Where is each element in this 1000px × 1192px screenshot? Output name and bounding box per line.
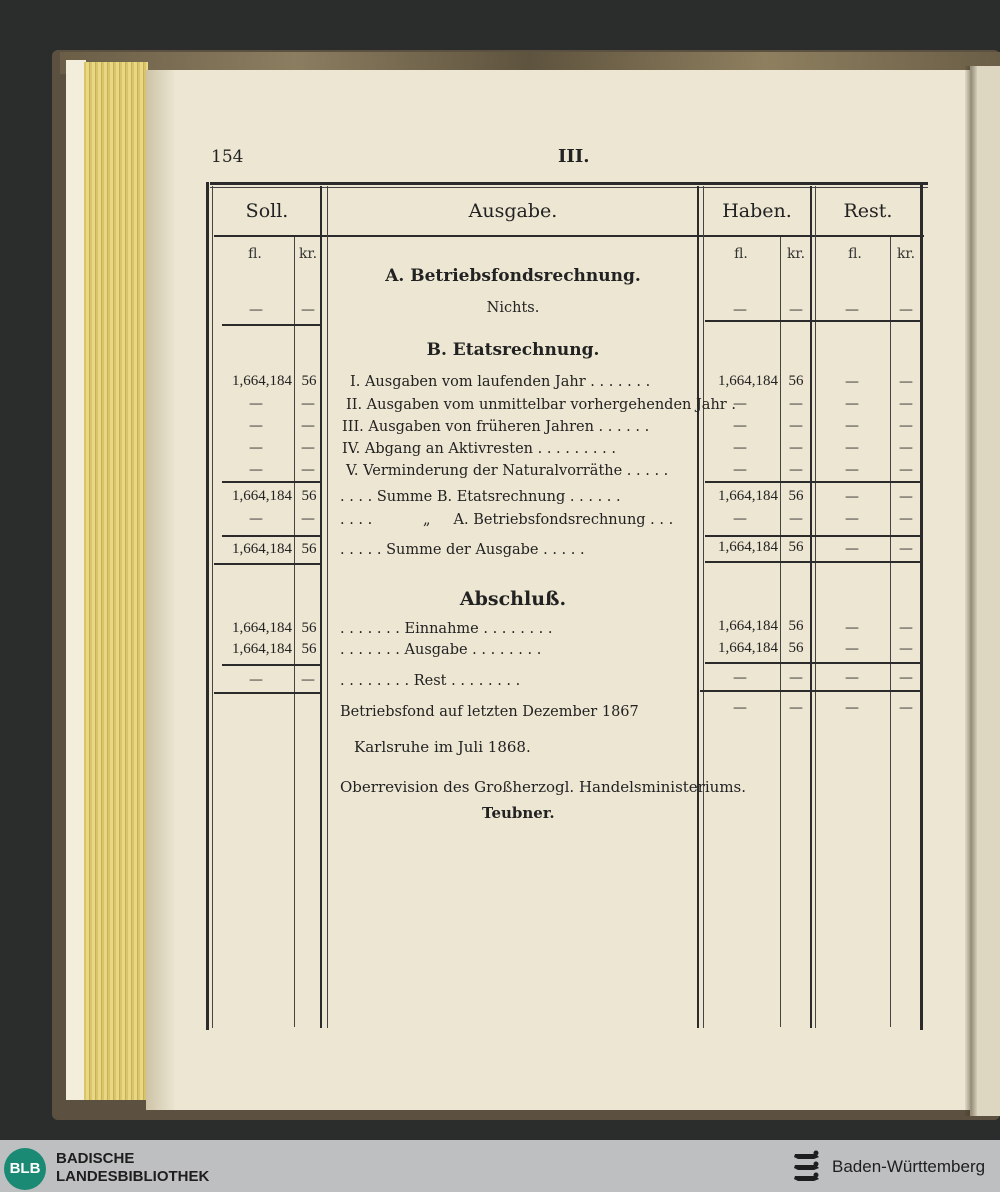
table-top-rule — [210, 182, 928, 185]
b3-text: III. Ausgaben von früheren Jahren . . . . . . — [342, 419, 650, 435]
b3-soll-fl: — — [249, 418, 263, 434]
sum-a-rest-kr: — — [899, 511, 913, 527]
sum-total-soll-kr: 56 — [301, 541, 317, 557]
rest-soll-double-rule — [214, 692, 320, 694]
betriebsfond-rest-kr: — — [899, 700, 913, 716]
b1-soll-fl: 1,664,184 — [232, 373, 292, 389]
b5-rest-kr: — — [899, 462, 913, 478]
haben-kr-rule — [780, 237, 781, 1027]
b4-haben-fl: — — [733, 440, 747, 456]
header-haben: Haben. — [722, 200, 792, 222]
sum-total-haben-kr: 56 — [788, 539, 804, 555]
table-right-border — [920, 184, 923, 1030]
a-haben-fl: — — [733, 302, 747, 318]
a-rest-fl: — — [845, 302, 859, 318]
b4-rest-kr: — — [899, 440, 913, 456]
section-a-note: Nichts. — [486, 300, 540, 316]
sum-b-rest-fl: — — [845, 489, 859, 505]
library-name-line1: BADISCHE — [56, 1150, 135, 1167]
sum-total-text: . . . . . Summe der Ausgabe . . . . . — [340, 542, 585, 558]
b4-soll-kr: — — [301, 440, 315, 456]
signature: Teubner. — [482, 804, 555, 822]
place-date: Karlsruhe im Juli 1868. — [354, 738, 531, 756]
table-left-border — [206, 182, 209, 1030]
b3-haben-fl: — — [733, 418, 747, 434]
betriebsfond-haben-fl: — — [733, 700, 747, 716]
b3-haben-kr: — — [789, 418, 803, 434]
b3-rest-kr: — — [899, 418, 913, 434]
a-soll-kr: — — [301, 302, 315, 318]
sum-a-soll-kr: — — [301, 511, 315, 527]
b1-haben-kr: 56 — [788, 373, 804, 389]
sum-total-soll-double-rule — [214, 563, 320, 565]
soll-ausgabe-rule-inner — [327, 186, 328, 1028]
sum-total-rest-kr: — — [899, 541, 913, 557]
betriebsfond-rest-fl: — — [845, 700, 859, 716]
b1-rest-kr: — — [899, 374, 913, 390]
ausgabe-rest-fl: — — [845, 641, 859, 657]
b5-text: V. Verminderung der Naturalvorräthe . . . . . — [346, 463, 669, 479]
einnahme-rest-fl: — — [845, 620, 859, 636]
sum-total-haben-double-rule — [705, 561, 920, 563]
header-ausgabe: Ausgabe. — [468, 200, 558, 222]
rest-text: . . . . . . . . Rest . . . . . . . . — [340, 673, 521, 689]
page-number: 154 — [211, 147, 244, 167]
ausgabe-soll-kr: 56 — [301, 641, 317, 657]
sum-b-soll-kr: 56 — [301, 488, 317, 504]
ausgabe-haben-kr: 56 — [788, 640, 804, 656]
ausgabe-text: . . . . . . . Ausgabe . . . . . . . . — [340, 642, 542, 658]
b4-haben-kr: — — [789, 440, 803, 456]
sum-a-soll-fl: — — [249, 511, 263, 527]
sum-a-haben-kr: — — [789, 511, 803, 527]
sum-total-soll-fl: 1,664,184 — [232, 541, 292, 557]
library-name[interactable] — [56, 1150, 209, 1186]
b2-rest-kr: — — [899, 396, 913, 412]
sum-b-haben-kr: 56 — [788, 488, 804, 504]
ausgabe-haben-rule-inner — [703, 186, 704, 1028]
b2-haben-kr: — — [789, 396, 803, 412]
section-heading: III. — [558, 146, 590, 167]
blb-logo[interactable]: BLB — [4, 1148, 46, 1190]
sum-b-rest-kr: — — [899, 489, 913, 505]
sum-b-soll-rule — [222, 481, 320, 483]
b1-soll-kr: 56 — [301, 373, 317, 389]
b2-text: II. Ausgaben vom unmittelbar vorhergehenden Jahr . — [346, 397, 736, 413]
b2-soll-kr: — — [301, 396, 315, 412]
einnahme-soll-kr: 56 — [301, 620, 317, 636]
rest-soll-kr: — — [301, 672, 315, 688]
unit-haben-fl: fl. — [734, 246, 748, 262]
ausgabe-haben-fl: 1,664,184 — [718, 640, 778, 656]
einnahme-text: . . . . . . . Einnahme . . . . . . . . — [340, 621, 553, 637]
sum-b-haben-rule — [705, 481, 920, 483]
b1-text: I. Ausgaben vom laufenden Jahr . . . . . . . — [350, 374, 651, 390]
b2-soll-fl: — — [249, 396, 263, 412]
table-top-rule-inner — [210, 187, 928, 188]
unit-rest-fl: fl. — [848, 246, 862, 262]
b4-soll-fl: — — [249, 440, 263, 456]
sum-b-haben-fl: 1,664,184 — [718, 488, 778, 504]
b1-rest-fl: — — [845, 374, 859, 390]
rest-rest-kr: — — [899, 670, 913, 686]
sum-a-haben-fl: — — [733, 511, 747, 527]
gilt-page-edges — [84, 62, 148, 1100]
section-b-title: B. Etatsrechnung. — [426, 340, 600, 360]
einnahme-haben-fl: 1,664,184 — [718, 618, 778, 634]
b3-soll-kr: — — [301, 418, 315, 434]
sum-b-text: . . . . Summe B. Etatsrechnung . . . . . . — [340, 489, 621, 505]
rest-soll-rule — [222, 664, 320, 666]
unit-rest-kr: kr. — [896, 246, 916, 262]
rest-haben-double-rule — [700, 690, 920, 692]
a-rest-kr: — — [899, 302, 913, 318]
ausgabe-soll-fl: 1,664,184 — [232, 641, 292, 657]
sum-total-soll-rule — [222, 535, 320, 537]
sum-total-haben-rule — [705, 535, 920, 537]
b5-haben-fl: — — [733, 462, 747, 478]
a-haben-kr: — — [789, 302, 803, 318]
sum-a-text: . . . . „ A. Betriebsfondsrechnung . . . — [340, 512, 674, 528]
rest-rest-fl: — — [845, 670, 859, 686]
page-stack-edge — [66, 60, 86, 1100]
sum-total-rest-fl: — — [845, 541, 859, 557]
state-name[interactable]: Baden-Württemberg — [832, 1157, 986, 1176]
b4-rest-fl: — — [845, 440, 859, 456]
betriebsfond-haben-kr: — — [789, 700, 803, 716]
rest-haben-fl: — — [733, 670, 747, 686]
sum-a-rest-fl: — — [845, 511, 859, 527]
book-gutter — [965, 66, 977, 1116]
unit-haben-kr: kr. — [786, 246, 806, 262]
betriebsfond-text: Betriebsfond auf letzten Dezember 1867 — [340, 704, 639, 720]
header-soll: Soll. — [245, 200, 289, 222]
abschluss-title: Abschluß. — [459, 588, 567, 610]
rest-soll-fl: — — [249, 672, 263, 688]
unit-soll-fl: fl. — [248, 246, 262, 262]
soll-kr-rule — [294, 237, 295, 1027]
a-soll-rule — [222, 324, 320, 326]
einnahme-soll-fl: 1,664,184 — [232, 620, 292, 636]
rest-kr-rule — [890, 237, 891, 1027]
einnahme-haben-kr: 56 — [788, 618, 804, 634]
b5-rest-fl: — — [845, 462, 859, 478]
sum-total-haben-fl: 1,664,184 — [718, 539, 778, 555]
rest-haben-rule — [705, 662, 920, 664]
b4-text: IV. Abgang an Aktivresten . . . . . . . . . — [342, 441, 616, 457]
einnahme-rest-kr: — — [899, 620, 913, 636]
haben-rest-rule — [810, 186, 812, 1028]
unit-soll-kr: kr. — [298, 246, 318, 262]
sum-b-soll-fl: 1,664,184 — [232, 488, 292, 504]
ausgabe-haben-rule — [697, 186, 699, 1028]
library-name-line2: LANDESBIBLIOTHEK — [56, 1168, 210, 1185]
b2-rest-fl: — — [845, 396, 859, 412]
lions-crest-icon — [792, 1148, 822, 1188]
b5-haben-kr: — — [789, 462, 803, 478]
a-haben-rest-rule — [705, 320, 920, 322]
b3-rest-fl: — — [845, 418, 859, 434]
section-a-title: A. Betriebsfondsrechnung. — [385, 266, 641, 286]
b1-haben-fl: 1,664,184 — [718, 373, 778, 389]
soll-ausgabe-rule — [320, 186, 322, 1028]
b2-haben-fl: — — [733, 396, 747, 412]
b5-soll-kr: — — [301, 462, 315, 478]
header-rest: Rest. — [843, 200, 893, 222]
page-shadow — [146, 70, 176, 1110]
haben-rest-rule-inner — [815, 186, 816, 1028]
b5-soll-fl: — — [249, 462, 263, 478]
ausgabe-rest-kr: — — [899, 641, 913, 657]
table-left-border-inner — [212, 186, 213, 1028]
a-soll-fl: — — [249, 302, 263, 318]
rest-haben-kr: — — [789, 670, 803, 686]
authority: Oberrevision des Großherzogl. Handelsministeriums. — [340, 778, 747, 796]
